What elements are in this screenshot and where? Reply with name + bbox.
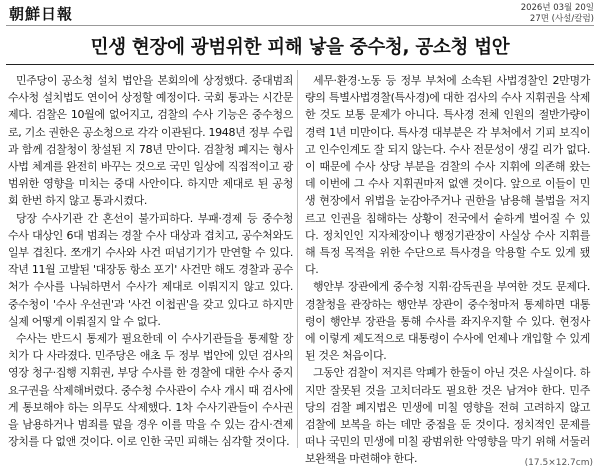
clipping-size: (17.5×12.7cm) (524, 458, 593, 468)
column-divider (297, 70, 298, 448)
paragraph: 민주당이 공소청 설치 법안을 본회의에 상정했다. 중대범죄수사청 설치법도 연이어 상정할 예정이다. 국회 통과는 시간문제다. 검찰은 10월에 없어지고, 검찰의 수사 기능은 중수청으로, 기소 권한은 공소청으로 각각 이관된다. 1948년 정부 수립과 함께 검찰청이 창설된 지 78년 만이다. 검찰청 폐지는 형사 사법 체계를 완전히 바꾸는 것으로 국민 일상에 직접적이고 광범위한 영향을 미치는 중대 사안이다. 하지만 제대로 된 공청회 한번 하지 않고 통과시켰다. (8, 74, 293, 208)
paragraph: 그동안 검찰이 저지른 악폐가 한둘이 아닌 것은 사실이다. 하지만 잘못된 것을 고치더라도 필요한 것은 남겨야 한다. 민주당의 검찰 폐지법은 민생에 미칠 영향을 전혀 고려하지 않고 검찰에 보복을 하는 데만 중점을 둔 것이다. 정치적인 문제를 떠나 국민의 민생에 미칠 광범위한 악영향을 막기 위해 서둘러 보완책을 마련해야 한다. (305, 366, 590, 466)
paragraph: 수사는 반드시 통제가 필요한데 이 수사기관들을 통제할 장치가 다 사라졌다. 민주당은 애초 두 정부 법안에 있던 검사의 영장 청구·집행 지휘권, 부당 수사를 한 경찰에 대한 수사 중지 요구권을 삭제해버렸다. 중수청 수사관이 수사 개시 때 검사에게 통보해야 하는 의무도 삭제했다. 1차 수사기관들이 수사권을 남용하거나 범죄를 덮을 경우 이를 막을 수 있는 감시·견제 장치를 다 없앤 것이다. 이로 인한 국민 피해는 심각할 것이다. (8, 332, 293, 449)
newspaper-masthead: 朝鮮日報 (9, 5, 74, 23)
top-divider (6, 25, 594, 26)
headline-rule (6, 64, 594, 65)
article-column-right (305, 72, 590, 468)
issue-date: 2026년 03월 20일 (520, 3, 594, 13)
paragraph: 당장 수사기관 간 혼선이 불가피하다. 부패·경제 등 중수청 수사 대상인 6대 범죄는 경찰 수사 대상과 겹치고, 공수처와도 일부 겹친다. 쪼개기 수사와 사건 떠넘기기가 만연할 수 있다. 작년 11월 고발된 '대장동 항소 포기' 사건만 해도 경찰과 공수처가 수사를 나눠하면서 수사가 제대로 이뤄지지 않고 있다. 중수청이 '수사 우선권'과 '사건 이첩권'을 갖고 있다고 하지만 실제 어떻게 이뤄질지 알 수 없다. (8, 211, 293, 328)
paragraph: 행안부 장관에게 중수청 지휘·감독권을 부여한 것도 문제다. 경찰청을 관장하는 행안부 장관이 중수청마저 통제하면 대통령이 행안부 장관을 통해 수사를 좌지우지할 수 있다. 현정사에 이렇게 제도적으로 대통령이 수사에 언제나 개입할 수 있게 된 것은 처음이다. (305, 280, 590, 363)
article-column-left (8, 72, 293, 450)
issue-page: 27면 (사설/칼럼) (529, 14, 594, 24)
issue-meta (521, 3, 594, 25)
article-headline: 민생 현장에 광범위한 피해 낳을 중수청, 공소청 법안 (90, 37, 510, 58)
paragraph: 세무·환경·노동 등 정부 부처에 소속된 사법경찰인 2만명가량의 특별사법경찰(특사경)에 대한 검사의 수사 지휘권을 삭제한 것도 보통 문제가 아니다. 특사경 전체 인원의 절반가량이 경력 1년 미만이다. 특사경 대부분은 각 부처에서 기피 보직이고 인수인계도 잘 되지 않는다. 수사 전문성이 생길 리가 없다. 이 때문에 수사 상당 부분을 검찰의 수사 지휘에 의존해 왔는데 이번에 그 수사 지휘권마저 없앤 것이다. 앞으로 이들이 민생 현장에서 위법을 눈감아주거나 권한을 남용해 불법을 저지르고 인권을 침해하는 상황이 전국에서 숱하게 벌어질 수 있다. 정치인인 지자체장이나 행정기관장이 사실상 수사 지휘를 해 특정 목적을 위한 수단으로 특사경을 악용할 수도 있게 됐다. (305, 74, 590, 277)
